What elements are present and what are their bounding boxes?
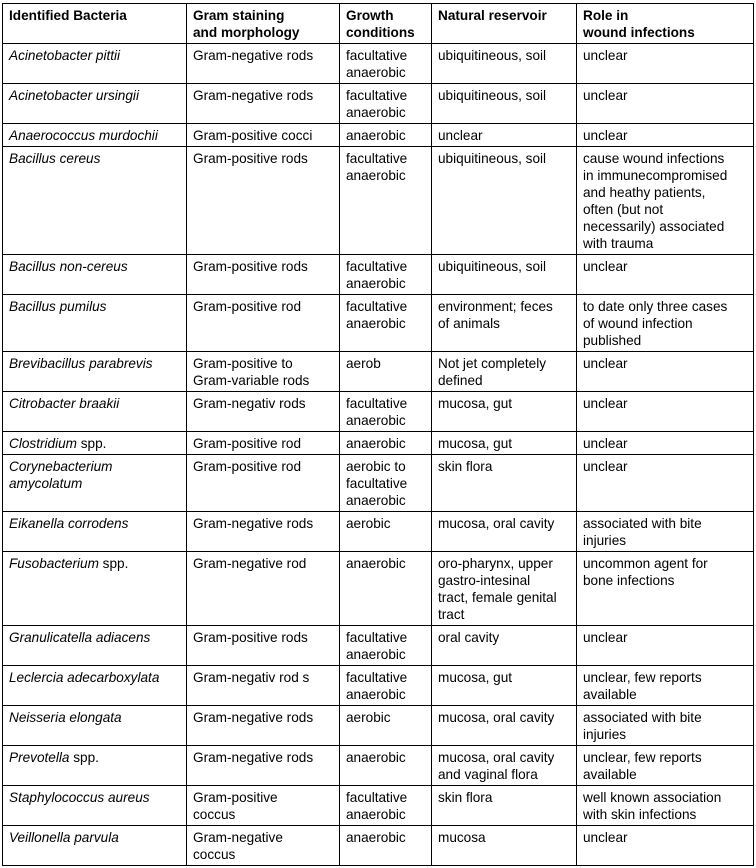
table-row bbox=[3, 124, 754, 147]
bacteria-name-suffix: spp. bbox=[69, 750, 99, 765]
wound-role-cell bbox=[577, 124, 754, 147]
natural-reservoir-cell bbox=[432, 124, 577, 147]
cell-text-line: published bbox=[583, 333, 642, 348]
bacteria-name-cell bbox=[3, 746, 187, 786]
bacteria-name-cell bbox=[3, 432, 187, 455]
cell-text-line: to date only three cases bbox=[583, 299, 728, 314]
cell-text-line: skin flora bbox=[438, 790, 493, 805]
table-row bbox=[3, 455, 754, 512]
wound-role-cell bbox=[577, 666, 754, 706]
gram-staining-cell bbox=[187, 44, 340, 84]
cell-text-line: available bbox=[583, 767, 637, 782]
cell-text-line: facultative bbox=[346, 259, 408, 274]
bacteria-name-cell bbox=[3, 44, 187, 84]
growth-conditions-cell bbox=[340, 455, 432, 512]
gram-staining-cell bbox=[187, 455, 340, 512]
cell-text-line: Gram-negative rods bbox=[193, 516, 314, 531]
cell-text-line: Gram-variable rods bbox=[193, 373, 310, 388]
cell-text-line: anaerobic bbox=[346, 493, 406, 508]
header-text-line: Growth bbox=[346, 8, 394, 23]
cell-text-line: injuries bbox=[583, 533, 627, 548]
cell-text-line: Gram-negativ rods bbox=[193, 396, 306, 411]
cell-text-line: anaerobic bbox=[346, 750, 406, 765]
header-growth-conditions bbox=[340, 4, 432, 44]
table-row bbox=[3, 666, 754, 706]
table-row bbox=[3, 392, 754, 432]
growth-conditions-cell bbox=[340, 432, 432, 455]
natural-reservoir-cell bbox=[432, 255, 577, 295]
bacteria-name: Acinetobacter ursingii bbox=[9, 88, 139, 103]
table-row bbox=[3, 432, 754, 455]
cell-text-line: anaerobic bbox=[346, 105, 406, 120]
cell-text-line: unclear bbox=[583, 436, 628, 451]
cell-text-line: anaerobic bbox=[346, 276, 406, 291]
header-text-line: Natural reservoir bbox=[438, 8, 547, 23]
cell-text-line: and vaginal flora bbox=[438, 767, 538, 782]
cell-text-line: ubiquitineous, soil bbox=[438, 88, 547, 103]
wound-role-cell bbox=[577, 706, 754, 746]
cell-text-line: Not jet completely bbox=[438, 356, 547, 371]
table-row bbox=[3, 826, 754, 866]
header-row bbox=[3, 4, 754, 44]
growth-conditions-cell bbox=[340, 826, 432, 866]
table-row bbox=[3, 706, 754, 746]
natural-reservoir-cell bbox=[432, 512, 577, 552]
gram-staining-cell bbox=[187, 552, 340, 626]
wound-role-cell bbox=[577, 392, 754, 432]
gram-staining-cell bbox=[187, 826, 340, 866]
cell-text-line: associated with bite bbox=[583, 516, 702, 531]
cell-text-line: oro-pharynx, upper bbox=[438, 556, 553, 571]
cell-text-line: tract bbox=[438, 607, 465, 622]
bacteria-name-cell bbox=[3, 295, 187, 352]
header-text-line: Role in bbox=[583, 8, 629, 23]
table-row bbox=[3, 626, 754, 666]
natural-reservoir-cell bbox=[432, 84, 577, 124]
cell-text-line: anaerobic bbox=[346, 413, 406, 428]
bacteria-name: Clostridium bbox=[9, 436, 77, 451]
cell-text-line: often (but not bbox=[583, 202, 664, 217]
bacteria-name-cell bbox=[3, 706, 187, 746]
cell-text-line: facultative bbox=[346, 396, 408, 411]
growth-conditions-cell bbox=[340, 352, 432, 392]
cell-text-line: Gram-negative rods bbox=[193, 88, 314, 103]
cell-text-line: injuries bbox=[583, 727, 627, 742]
bacteria-name: Bacillus cereus bbox=[9, 151, 101, 166]
cell-text-line: mucosa bbox=[438, 830, 486, 845]
bacteria-name-cell bbox=[3, 352, 187, 392]
cell-text-line: aerobic to bbox=[346, 459, 406, 474]
bacteria-name-cell bbox=[3, 826, 187, 866]
cell-text-line: Gram-positive bbox=[193, 790, 278, 805]
wound-role-cell bbox=[577, 432, 754, 455]
gram-staining-cell bbox=[187, 626, 340, 666]
growth-conditions-cell bbox=[340, 295, 432, 352]
cell-text-line: Gram-negative bbox=[193, 830, 283, 845]
cell-text-line: Gram-positive rod bbox=[193, 436, 302, 451]
gram-staining-cell bbox=[187, 84, 340, 124]
natural-reservoir-cell bbox=[432, 392, 577, 432]
wound-role-cell bbox=[577, 455, 754, 512]
cell-text-line: mucosa, oral cavity bbox=[438, 750, 555, 765]
cell-text-line: coccus bbox=[193, 807, 236, 822]
wound-role-cell bbox=[577, 552, 754, 626]
wound-role-cell bbox=[577, 255, 754, 295]
natural-reservoir-cell bbox=[432, 826, 577, 866]
cell-text-line: Gram-positive to bbox=[193, 356, 293, 371]
header-gram-staining bbox=[187, 4, 340, 44]
cell-text-line: facultative bbox=[346, 670, 408, 685]
table-row bbox=[3, 512, 754, 552]
gram-staining-cell bbox=[187, 786, 340, 826]
cell-text-line: unclear bbox=[583, 88, 628, 103]
cell-text-line: Gram-negative rod bbox=[193, 556, 307, 571]
gram-staining-cell bbox=[187, 352, 340, 392]
natural-reservoir-cell bbox=[432, 786, 577, 826]
cell-text-line: facultative bbox=[346, 48, 408, 63]
cell-text-line: uncommon agent for bbox=[583, 556, 708, 571]
bacteria-name-cell bbox=[3, 666, 187, 706]
growth-conditions-cell bbox=[340, 44, 432, 84]
bacteria-name-line: amycolatum bbox=[9, 476, 83, 491]
bacteria-name: Leclercia adecarboxylata bbox=[9, 670, 160, 685]
cell-text-line: cause wound infections bbox=[583, 151, 725, 166]
bacteria-name: Fusobacterium bbox=[9, 556, 99, 571]
bacteria-name: Veillonella parvula bbox=[9, 830, 119, 845]
bacteria-name: Bacillus non-cereus bbox=[9, 259, 128, 274]
cell-text-line: anaerobic bbox=[346, 647, 406, 662]
cell-text-line: in immunecompromised bbox=[583, 168, 728, 183]
cell-text-line: anaerobic bbox=[346, 687, 406, 702]
cell-text-line: Gram-negative rods bbox=[193, 750, 314, 765]
cell-text-line: unclear bbox=[583, 630, 628, 645]
cell-text-line: Gram-positive rods bbox=[193, 259, 308, 274]
gram-staining-cell bbox=[187, 147, 340, 255]
gram-staining-cell bbox=[187, 392, 340, 432]
cell-text-line: anaerobic bbox=[346, 436, 406, 451]
gram-staining-cell bbox=[187, 295, 340, 352]
wound-role-cell bbox=[577, 295, 754, 352]
cell-text-line: ubiquitineous, soil bbox=[438, 48, 547, 63]
growth-conditions-cell bbox=[340, 512, 432, 552]
natural-reservoir-cell bbox=[432, 666, 577, 706]
header-natural-reservoir bbox=[432, 4, 577, 44]
cell-text-line: unclear bbox=[583, 48, 628, 63]
table-row bbox=[3, 746, 754, 786]
bacteria-name-cell bbox=[3, 786, 187, 826]
cell-text-line: aerobic bbox=[346, 710, 391, 725]
natural-reservoir-cell bbox=[432, 352, 577, 392]
wound-role-cell bbox=[577, 746, 754, 786]
bacteria-name-cell bbox=[3, 626, 187, 666]
cell-text-line: Gram-negative rods bbox=[193, 48, 314, 63]
cell-text-line: with trauma bbox=[583, 236, 654, 251]
bacteria-name-cell bbox=[3, 84, 187, 124]
bacteria-name-suffix: spp. bbox=[76, 436, 107, 451]
natural-reservoir-cell bbox=[432, 746, 577, 786]
natural-reservoir-cell bbox=[432, 295, 577, 352]
cell-text-line: anaerobic bbox=[346, 128, 406, 143]
header-text-line: Identified Bacteria bbox=[9, 8, 127, 23]
gram-staining-cell bbox=[187, 124, 340, 147]
table-row bbox=[3, 352, 754, 392]
bacteria-name-cell bbox=[3, 392, 187, 432]
cell-text-line: Gram-positive rod bbox=[193, 299, 302, 314]
cell-text-line: facultative bbox=[346, 476, 408, 491]
cell-text-line: tract, female genital bbox=[438, 590, 557, 605]
natural-reservoir-cell bbox=[432, 432, 577, 455]
bacteria-name: Acinetobacter pittii bbox=[9, 48, 121, 63]
cell-text-line: Gram-positive rods bbox=[193, 151, 308, 166]
cell-text-line: Gram-positive cocci bbox=[193, 128, 313, 143]
header-text-line: wound infections bbox=[583, 25, 695, 40]
table-row bbox=[3, 44, 754, 84]
bacteria-name: Eikanella corrodens bbox=[9, 516, 129, 531]
natural-reservoir-cell bbox=[432, 552, 577, 626]
wound-role-cell bbox=[577, 352, 754, 392]
gram-staining-cell bbox=[187, 666, 340, 706]
bacteria-name-cell bbox=[3, 455, 187, 512]
cell-text-line: well known association bbox=[583, 790, 722, 805]
table-header bbox=[3, 4, 754, 44]
wound-role-cell bbox=[577, 826, 754, 866]
cell-text-line: and heathy patients, bbox=[583, 185, 706, 200]
wound-role-cell bbox=[577, 786, 754, 826]
cell-text-line: unclear, few reports bbox=[583, 750, 702, 765]
growth-conditions-cell bbox=[340, 255, 432, 295]
cell-text-line: Gram-positive rods bbox=[193, 630, 308, 645]
cell-text-line: associated with bite bbox=[583, 710, 702, 725]
wound-role-cell bbox=[577, 84, 754, 124]
gram-staining-cell bbox=[187, 512, 340, 552]
bacteria-name: Bacillus pumilus bbox=[9, 299, 107, 314]
header-text-line: and morphology bbox=[193, 25, 300, 40]
table-row bbox=[3, 295, 754, 352]
cell-text-line: mucosa, gut bbox=[438, 670, 513, 685]
cell-text-line: aerob bbox=[346, 356, 381, 371]
cell-text-line: Gram-positive rod bbox=[193, 459, 302, 474]
bacteria-name: Anaerococcus murdochii bbox=[9, 128, 158, 143]
bacteria-name: Citrobacter braakii bbox=[9, 396, 120, 411]
bacteria-name: Granulicatella adiacens bbox=[9, 630, 151, 645]
header-identified-bacteria bbox=[3, 4, 187, 44]
natural-reservoir-cell bbox=[432, 626, 577, 666]
cell-text-line: anaerobic bbox=[346, 556, 406, 571]
bacteria-name-line: Corynebacterium bbox=[9, 459, 113, 474]
cell-text-line: anaerobic bbox=[346, 168, 406, 183]
table-row bbox=[3, 147, 754, 255]
cell-text-line: unclear, few reports bbox=[583, 670, 702, 685]
growth-conditions-cell bbox=[340, 84, 432, 124]
cell-text-line: coccus bbox=[193, 847, 236, 862]
cell-text-line: environment; feces bbox=[438, 299, 553, 314]
bacteria-name-cell bbox=[3, 512, 187, 552]
gram-staining-cell bbox=[187, 432, 340, 455]
cell-text-line: facultative bbox=[346, 299, 408, 314]
cell-text-line: mucosa, gut bbox=[438, 396, 513, 411]
cell-text-line: mucosa, oral cavity bbox=[438, 516, 555, 531]
wound-role-cell bbox=[577, 626, 754, 666]
gram-staining-cell bbox=[187, 255, 340, 295]
natural-reservoir-cell bbox=[432, 44, 577, 84]
cell-text-line: ubiquitineous, soil bbox=[438, 151, 547, 166]
cell-text-line: bone infections bbox=[583, 573, 675, 588]
cell-text-line: facultative bbox=[346, 88, 408, 103]
table-row bbox=[3, 255, 754, 295]
cell-text-line: necessarily) associated bbox=[583, 219, 725, 234]
bacteria-name: Brevibacillus parabrevis bbox=[9, 356, 153, 371]
cell-text-line: available bbox=[583, 687, 637, 702]
cell-text-line: anaerobic bbox=[346, 807, 406, 822]
bacteria-name: Staphylococcus aureus bbox=[9, 790, 150, 805]
growth-conditions-cell bbox=[340, 666, 432, 706]
table-row bbox=[3, 84, 754, 124]
table-row bbox=[3, 552, 754, 626]
header-text-line: conditions bbox=[346, 25, 415, 40]
growth-conditions-cell bbox=[340, 706, 432, 746]
growth-conditions-cell bbox=[340, 626, 432, 666]
bacteria-name-cell bbox=[3, 552, 187, 626]
cell-text-line: facultative bbox=[346, 790, 408, 805]
bacteria-name-cell bbox=[3, 124, 187, 147]
growth-conditions-cell bbox=[340, 746, 432, 786]
cell-text-line: with skin infections bbox=[583, 807, 697, 822]
cell-text-line: of wound infection bbox=[583, 316, 693, 331]
bacteria-name-cell bbox=[3, 255, 187, 295]
wound-role-cell bbox=[577, 147, 754, 255]
cell-text-line: facultative bbox=[346, 630, 408, 645]
cell-text-line: oral cavity bbox=[438, 630, 500, 645]
cell-text-line: ubiquitineous, soil bbox=[438, 259, 547, 274]
growth-conditions-cell bbox=[340, 552, 432, 626]
cell-text-line: unclear bbox=[583, 459, 628, 474]
growth-conditions-cell bbox=[340, 786, 432, 826]
bacteria-table bbox=[2, 3, 754, 866]
growth-conditions-cell bbox=[340, 124, 432, 147]
table-body bbox=[3, 44, 754, 866]
cell-text-line: mucosa, gut bbox=[438, 436, 513, 451]
gram-staining-cell bbox=[187, 746, 340, 786]
header-role-in-wound-infections bbox=[577, 4, 754, 44]
cell-text-line: gastro-intesinal bbox=[438, 573, 531, 588]
cell-text-line: aerobic bbox=[346, 516, 391, 531]
gram-staining-cell bbox=[187, 706, 340, 746]
cell-text-line: unclear bbox=[583, 356, 628, 371]
cell-text-line: skin flora bbox=[438, 459, 493, 474]
natural-reservoir-cell bbox=[432, 706, 577, 746]
wound-role-cell bbox=[577, 44, 754, 84]
growth-conditions-cell bbox=[340, 147, 432, 255]
natural-reservoir-cell bbox=[432, 147, 577, 255]
cell-text-line: mucosa, oral cavity bbox=[438, 710, 555, 725]
cell-text-line: anaerobic bbox=[346, 65, 406, 80]
cell-text-line: Gram-negativ rod s bbox=[193, 670, 310, 685]
cell-text-line: anaerobic bbox=[346, 830, 406, 845]
cell-text-line: anaerobic bbox=[346, 316, 406, 331]
natural-reservoir-cell bbox=[432, 455, 577, 512]
cell-text-line: unclear bbox=[583, 396, 628, 411]
table-row bbox=[3, 786, 754, 826]
wound-role-cell bbox=[577, 512, 754, 552]
cell-text-line: unclear bbox=[438, 128, 483, 143]
header-text-line: Gram staining bbox=[193, 8, 285, 23]
cell-text-line: Gram-negative rods bbox=[193, 710, 314, 725]
growth-conditions-cell bbox=[340, 392, 432, 432]
cell-text-line: facultative bbox=[346, 151, 408, 166]
bacteria-name: Prevotella bbox=[9, 750, 70, 765]
cell-text-line: unclear bbox=[583, 830, 628, 845]
cell-text-line: unclear bbox=[583, 128, 628, 143]
bacteria-name-suffix: spp. bbox=[98, 556, 129, 571]
bacteria-name-cell bbox=[3, 147, 187, 255]
cell-text-line: defined bbox=[438, 373, 483, 388]
bacteria-name: Neisseria elongata bbox=[9, 710, 122, 725]
cell-text-line: of animals bbox=[438, 316, 500, 331]
cell-text-line: unclear bbox=[583, 259, 628, 274]
